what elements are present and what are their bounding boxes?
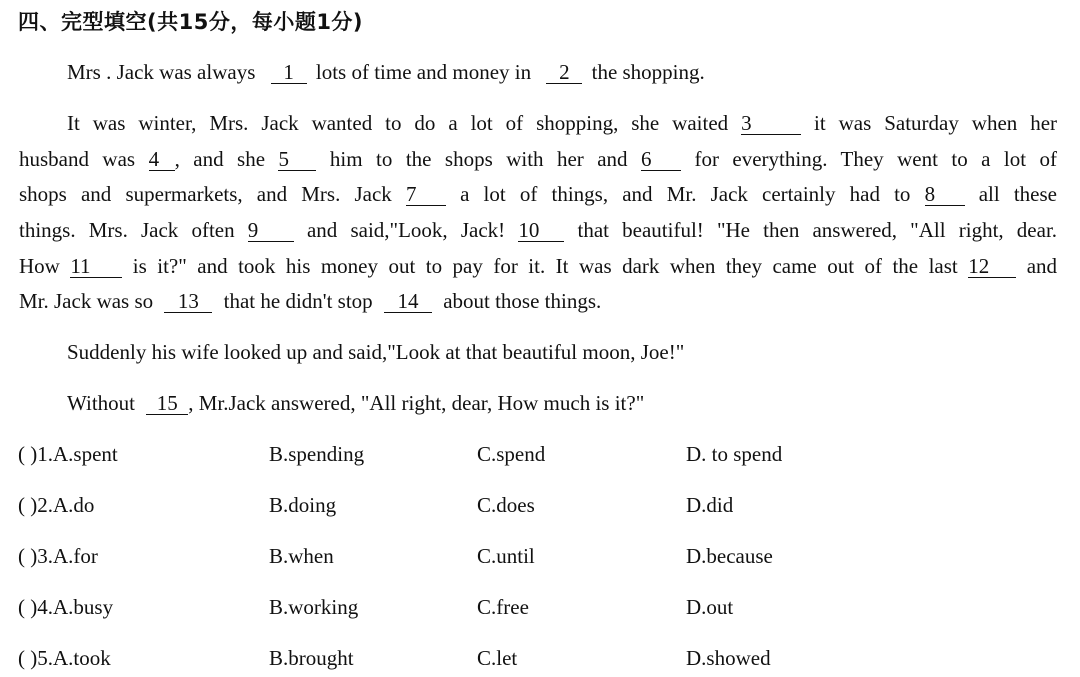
blank-10: 10: [518, 219, 564, 242]
passage-line: [19, 254, 1057, 279]
passage-text: that he didn't stop: [223, 289, 373, 313]
question-row: [18, 544, 1058, 572]
question-option-b[interactable]: B.working: [269, 595, 359, 619]
blank-2: 2: [546, 61, 582, 84]
passage-text: , Mr.Jack answered, "All right, dear, How much is it?": [188, 391, 645, 415]
blank-11: 11: [70, 255, 122, 278]
question-option-a[interactable]: ( )2.A.do: [18, 493, 95, 517]
question-option-b[interactable]: B.brought: [269, 646, 354, 670]
passage-text: that beautiful! "He then answered, "All right, dear.: [577, 218, 1058, 242]
passage-paragraph-3: Suddenly his wife looked up and said,"Look at that beautiful moon, Joe!": [67, 340, 685, 364]
blank-7: 7: [406, 183, 446, 206]
question-option-a[interactable]: ( )3.A.for: [18, 544, 98, 568]
passage-text: him to the shops with her and: [329, 147, 628, 171]
passage-paragraph-4: [67, 391, 1027, 416]
passage-line: [67, 111, 1057, 136]
passage-text: about those things.: [443, 289, 602, 313]
question-row: [18, 595, 1058, 623]
passage-text: is it?" and took his money out to pay for it. It was dark when they came out of the last: [132, 254, 958, 278]
blank-12: 12: [968, 255, 1016, 278]
question-option-d[interactable]: D.showed: [686, 646, 771, 670]
question-option-c[interactable]: C.does: [477, 493, 535, 517]
passage-text: How: [19, 254, 60, 278]
passage-text: husband was: [19, 147, 136, 171]
question-option-a[interactable]: ( )4.A.busy: [18, 595, 114, 619]
question-option-d[interactable]: D.did: [686, 493, 734, 517]
passage-text: shops and supermarkets, and Mrs. Jack: [19, 182, 392, 206]
passage-text: Mr. Jack was so: [19, 289, 154, 313]
question-row: [18, 442, 1058, 470]
blank-3: 3: [741, 112, 801, 135]
question-option-a[interactable]: ( )5.A.took: [18, 646, 111, 670]
question-option-d[interactable]: D.out: [686, 595, 734, 619]
passage-text: for everything. They went to a lot of: [694, 147, 1058, 171]
question-option-c[interactable]: C.let: [477, 646, 518, 670]
question-option-d[interactable]: D.because: [686, 544, 773, 568]
passage-text: all these: [978, 182, 1057, 206]
passage-text: the shopping.: [591, 60, 705, 84]
passage-text: Without: [67, 391, 135, 415]
passage-text: things. Mrs. Jack often: [19, 218, 235, 242]
blank-15: 15: [146, 392, 188, 415]
question-option-c[interactable]: C.spend: [477, 442, 546, 466]
passage-text: and: [1026, 254, 1058, 278]
passage-line: [19, 182, 1057, 207]
section-heading: 四、完型填空(共15分，每小题1分): [18, 10, 364, 34]
question-row: [18, 493, 1058, 521]
blank-4: 4: [149, 148, 175, 171]
question-option-c[interactable]: C.free: [477, 595, 529, 619]
passage-text: a lot of things, and Mr. Jack certainly had to: [460, 182, 911, 206]
passage-line: [19, 218, 1057, 243]
passage-text: , and she: [174, 147, 266, 171]
blank-14: 14: [384, 290, 432, 313]
passage-text: and said,"Look, Jack!: [306, 218, 506, 242]
blank-9: 9: [248, 219, 294, 242]
blank-5: 5: [278, 148, 316, 171]
question-option-b[interactable]: B.doing: [269, 493, 337, 517]
blank-8: 8: [925, 183, 965, 206]
blank-6: 6: [641, 148, 681, 171]
question-option-c[interactable]: C.until: [477, 544, 535, 568]
blank-1: 1: [271, 61, 307, 84]
question-option-a[interactable]: ( )1.A.spent: [18, 442, 118, 466]
question-row: [18, 646, 1058, 674]
passage-text: lots of time and money in: [315, 60, 532, 84]
question-option-b[interactable]: B.spending: [269, 442, 365, 466]
passage-line: [19, 289, 1057, 314]
passage-text: it was Saturday when her: [814, 111, 1058, 135]
passage-paragraph-1: [67, 60, 827, 85]
question-option-d[interactable]: D. to spend: [686, 442, 783, 466]
blank-13: 13: [164, 290, 212, 313]
passage-line: [19, 147, 1057, 172]
passage-text: It was winter, Mrs. Jack wanted to do a lot of shopping, she waited: [67, 111, 729, 135]
passage-text: Mrs . Jack was always: [67, 60, 256, 84]
question-option-b[interactable]: B.when: [269, 544, 334, 568]
